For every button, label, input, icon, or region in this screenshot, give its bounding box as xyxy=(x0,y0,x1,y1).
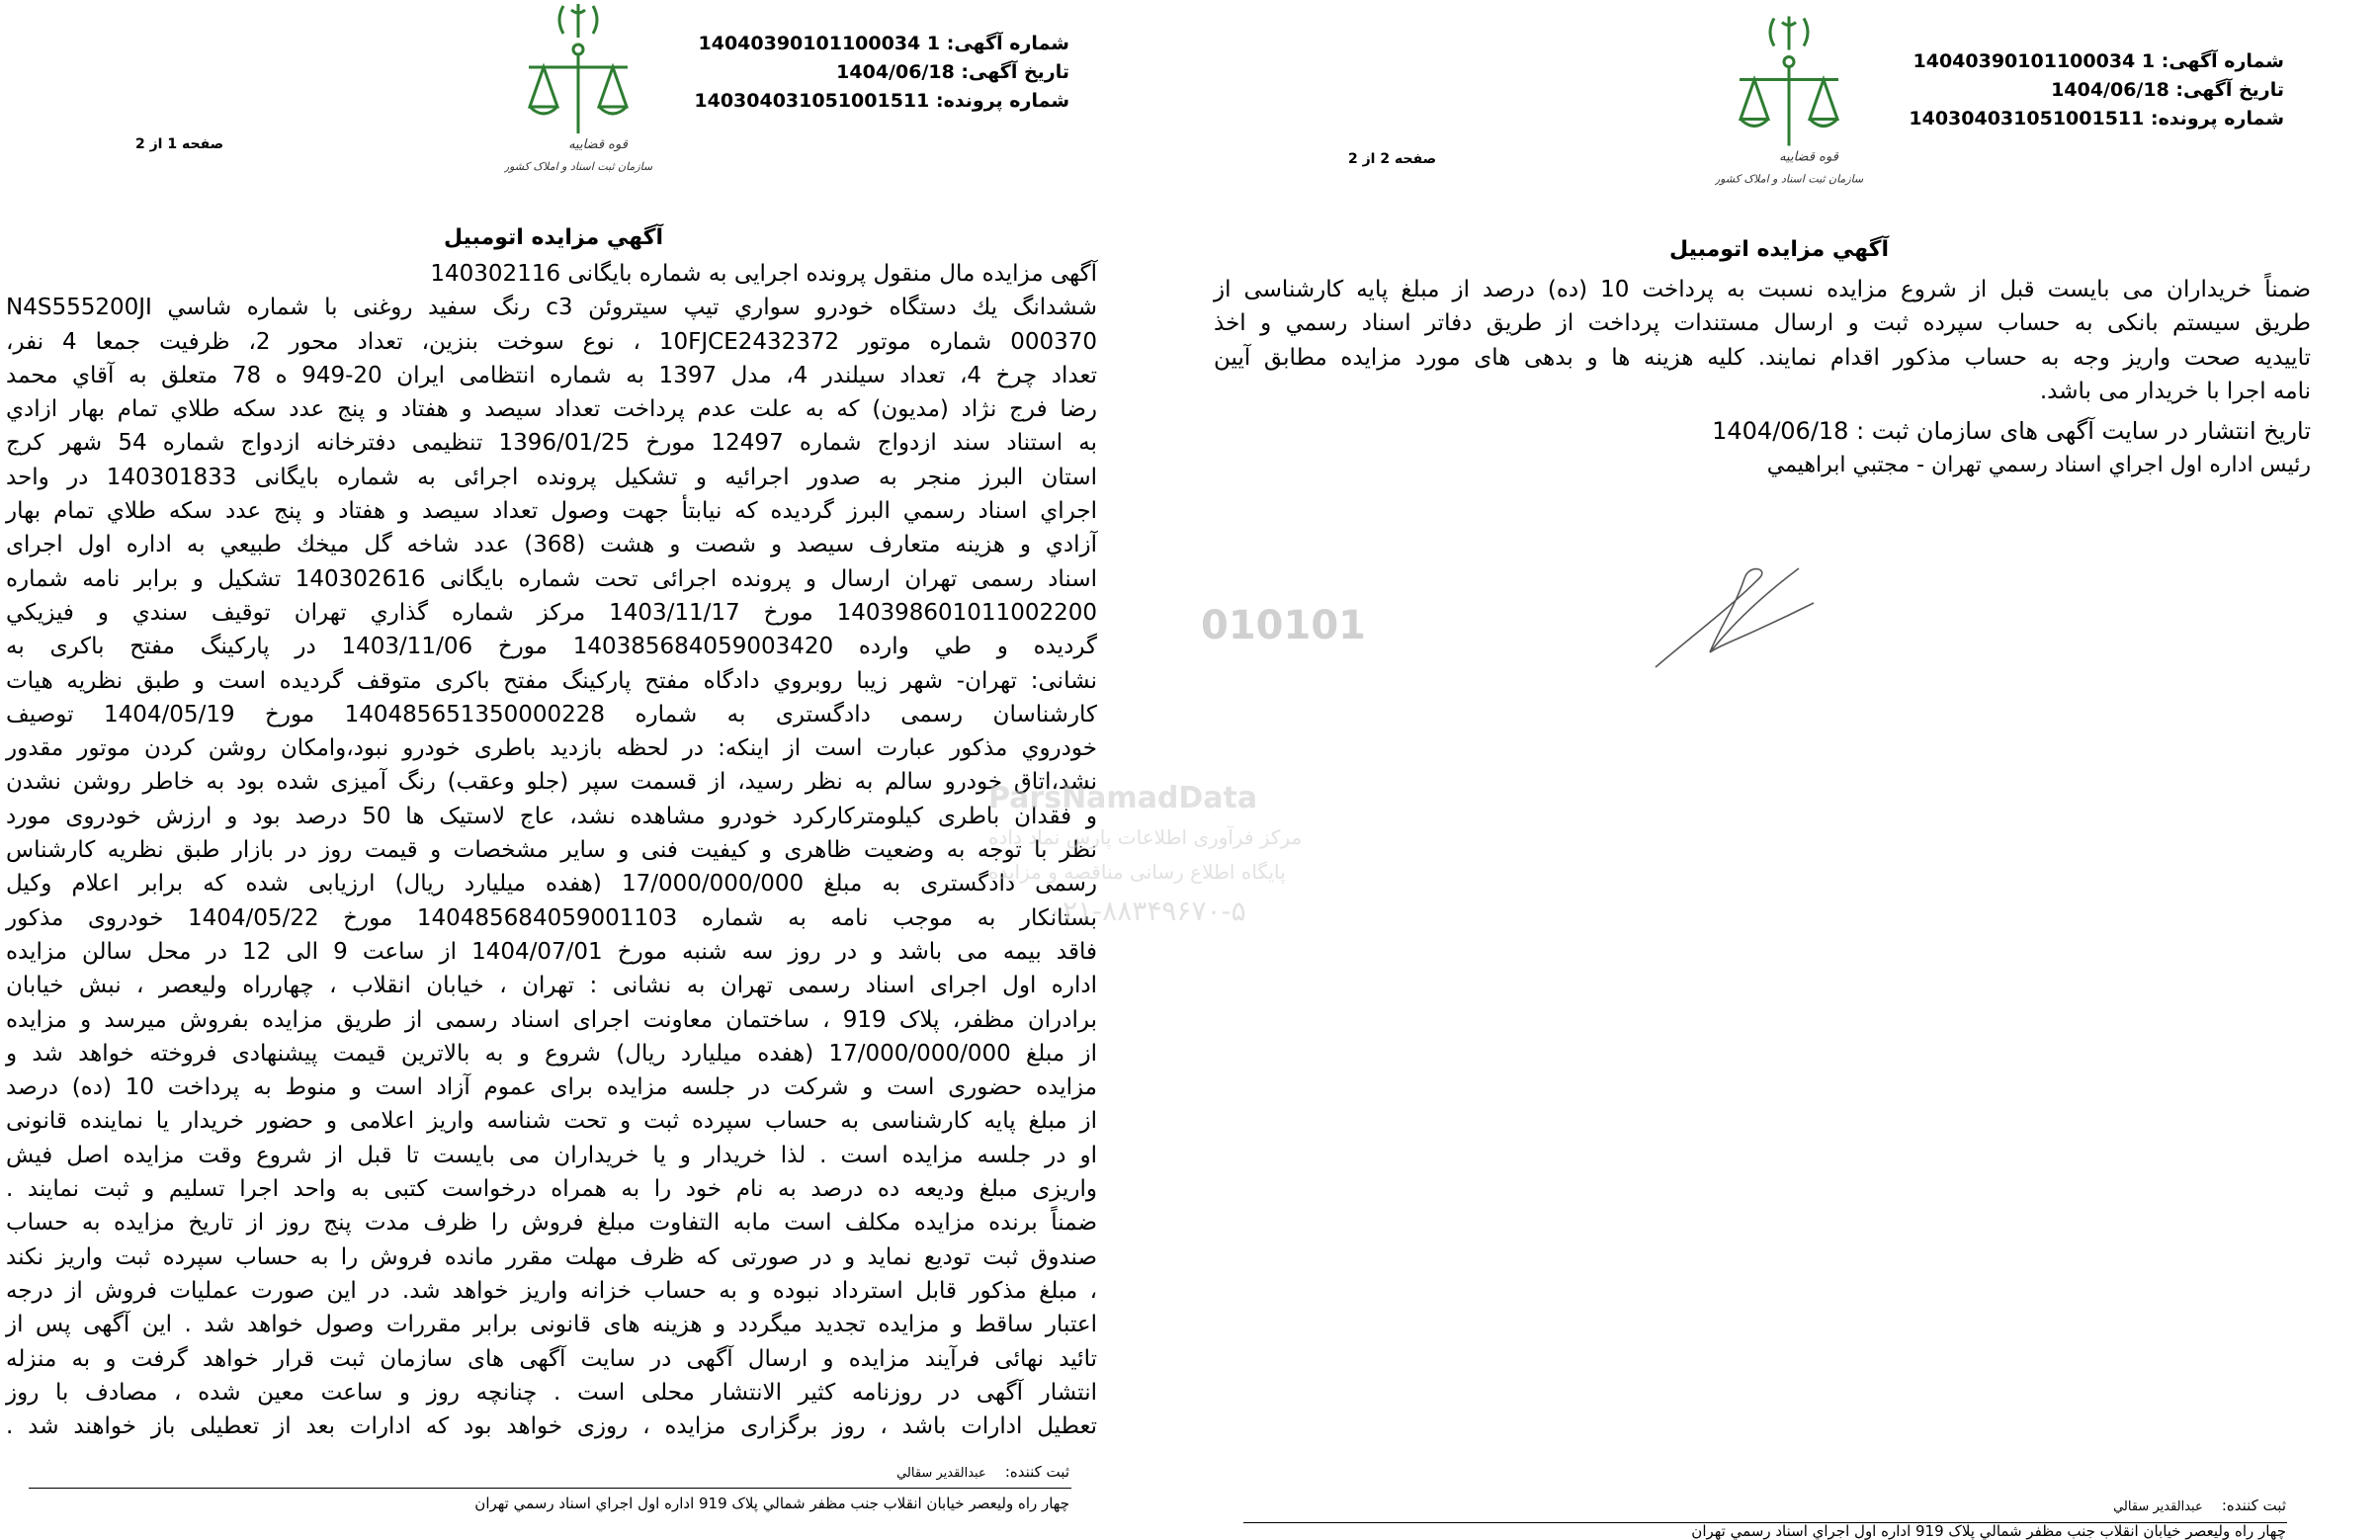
text-line: نشد،اتاق خودرو سالم به نظر رسید، از قسمت سپر (جلو وعقب) رنگ آمیزی شده بود به خاطر روشن نشدن xyxy=(6,769,1097,796)
page-number: صفحه 2 از 2 xyxy=(1348,151,1437,167)
header-block xyxy=(1909,47,2284,133)
text-line: اعتبار ساقط و مزایده تجدید میگردد و هزینه های قانونی برابر مقررات وصول خواهد شد . این آگهی پس از xyxy=(6,1312,1097,1338)
text-line: او در جلسه مزایده است . لذا خریدار و یا خریداران می بایست تا قبل از شروع وقت مزایده اصل فیش xyxy=(6,1142,1097,1168)
closing-block xyxy=(1712,413,2311,482)
notice-body xyxy=(1214,273,2311,408)
text-line: ضمناً برنده مزایده مکلف است مابه التفاوت مبلغ فروش را ظرف مدت پنج روز از تاریخ مزایده به حساب xyxy=(6,1210,1097,1237)
page-1 xyxy=(0,0,1107,1539)
watermark-line: پایگاه اطلاع رسانی مناقصه و مزایده xyxy=(988,860,1286,884)
notice-title: آگهي مزايده اتومبيل xyxy=(1668,237,1890,262)
emblem-caption: سازمان ثبت اسناد و املاک کشور xyxy=(504,160,652,173)
footer-divider xyxy=(29,1488,1071,1489)
text-line: بستانکار به موجب نامه به شماره 140485684059001103 مورخ 1404/05/22 خودروی مذکور xyxy=(6,904,1097,931)
file-number: شماره پرونده: 140304031051001511 xyxy=(694,90,1069,112)
text-line: از مبلغ 17/000/000/000 (هفده میلیارد ریال) شروع و به بالاترین قیمت پیشنهادی فروخته خواهد شد و xyxy=(6,1040,1097,1067)
emblem-caption: قوه قضاییه xyxy=(568,137,628,152)
text-line: فاقد بیمه می باشد و در روز سه شنبه مورخ 1404/07/01 از ساعت 9 الی 12 در محل سالن مزایده xyxy=(6,938,1097,965)
text-line: رسمی دادگستری به مبلغ 17/000/000/000 (هفده میلیارد ریال) ارزیابی شده که برابر اعلام وکیل xyxy=(6,871,1097,898)
ad-number: شماره آگهی: 14040390101100034 1 xyxy=(698,33,1069,54)
text-line: از مبلغ پایه کارشناسی به حساب سپرده ثبت و تحت شناسه واریز اعلامی و حضور خریدار یا نماینده قانونی xyxy=(6,1108,1097,1135)
page-2 xyxy=(1206,0,2380,1539)
judiciary-emblem-icon xyxy=(504,0,652,178)
text-line: ، مبلغ مذکور قابل استرداد نبوده و به حساب خزانه واریز خواهد شد. در این صورت عملیات فروش از درجه xyxy=(6,1277,1097,1304)
text-line: اسناد رسمی تهران ارسال و پرونده اجرائی تحت شماره بایگانی 140302616 تشکیل و برابر نامه شماره xyxy=(6,565,1097,592)
text-line: 140398601011002200 مورخ 1403/11/17 مرکز شماره گذاري تهران توقيف سندي و فيزيكي xyxy=(6,599,1097,626)
watermark-phone: ۰۲۱-۸۸۳۴۹۶۷۰-۵ xyxy=(1048,895,1246,927)
text-line: واریزی مبلغ ودیعه ده درصد به نام خود را به همراه درخواست کتبی به واحد اجرا تسلیم و ثبت نمایند . xyxy=(6,1176,1097,1203)
header-block xyxy=(694,30,1069,116)
file-number: شماره پرونده: 140304031051001511 xyxy=(1909,108,2284,129)
emblem-caption: قوه قضاییه xyxy=(1779,149,1838,165)
page-number: صفحه 1 از 2 xyxy=(135,136,224,152)
text-line: آزادي و هزینه متعارف سیصد و شصت و هشت (368) عدد شاخه گل میخك طبیعي به اداره اول اجرای xyxy=(6,532,1097,558)
notice-title: آگهي مزايده اتومبيل xyxy=(443,225,664,250)
footer-address: چهار راه وليعصر خيابان انقلاب جنب مظفر شمالي پلاک 919 اداره اول اجراي اسناد رسمي تهران xyxy=(474,1495,1069,1512)
watermark-digits: 010101 xyxy=(1201,603,1366,648)
text-line: نظر با توجه به وضعیت ظاهری و کیفیت فنی و سایر مشخصات و قیمت روز در بازار طبق نظریه کارشناس xyxy=(6,837,1097,864)
text-line: صندوق ثبت تودیع نماید و در صورتی که ظرف مهلت مقرر مانده فروش را به حساب سپرده ثبت واریز نکند xyxy=(6,1243,1097,1270)
text-line: تعداد چرخ 4، تعداد سیلندر 4، مدل 1397 به شماره انتظامی ایران 20-949 ه 78 متعلق به آقاي محمد xyxy=(6,362,1097,388)
text-line: اجراي اسناد رسمي البرز گردیده که نیابتأ جهت وصول تعداد سیصد و هفتاد و پنج عدد سکه طلاي تمام بهار xyxy=(6,498,1097,525)
watermark-brand: ParsNamadData xyxy=(988,781,1258,815)
signature-icon xyxy=(1651,558,1819,677)
footer-address: چهار راه وليعصر خيابان انقلاب جنب مظفر شمالي پلاک 919 اداره اول اجراي اسناد رسمي تهران xyxy=(1691,1522,2286,1540)
text-line: و فقدان باطری کیلومترکارکرد خودرو مشاهده نشد، عاج لاستیک ها 50 درصد بود و ارزش خودروی مورد xyxy=(6,803,1097,829)
text-line: برادران مظفر، پلاک 919 ، ساختمان معاونت اجرای اسناد رسمی از طریق مزایده بفروش میرسد و مزایده xyxy=(6,1006,1097,1033)
text-line: 000370 شماره موتور 10FJCE2432372 ، نوع سوخت بنزین، تعداد محور 2، ظرفیت جمعا 4 نفر، xyxy=(6,328,1097,355)
registrar: ثبت كننده: عبدالقدير سقالي xyxy=(896,1463,1069,1481)
text-line: به استناد سند ازدواج شماره 12497 مورخ 1396/01/25 تنظیمی دفترخانه ازدواج شماره 54 شهر کرج xyxy=(6,430,1097,457)
text-line: نامه اجرا با خریدار می باشد. xyxy=(2039,378,2311,404)
text-line: تعطیل ادارات باشد ، روز برگزاری مزایده ، روزی خواهد بود که ادارات بعد از تعطیلی باز خواهند شد . xyxy=(6,1413,1097,1440)
judiciary-emblem-icon xyxy=(1715,10,1863,193)
text-line: تائید نهائی فرآیند مزایده و ارسال آگهی در سایت آگهی های سازمان ثبت قرار خواهد گرفت و به منزله xyxy=(6,1345,1097,1372)
publish-date: تاریخ انتشار در سایت آگهی های سازمان ثبت : 1404/06/18 xyxy=(1712,417,2311,445)
text-line: رضا فرج نژاد (مدیون) که به علت عدم پرداخت تعداد سیصد و هفتاد و پنج عدد سکه طلاي تمام بهار ازادي xyxy=(6,396,1097,423)
watermark-line: مرکز فرآوری اطلاعات پارس نماد داده xyxy=(988,825,1303,849)
text-line: اداره اول اجرای اسناد رسمی تهران به نشانی : تهران ، خیابان انقلاب ، چهارراه ولیعصر ، نبش خیابان xyxy=(6,973,1097,999)
signatory: رئيس اداره اول اجراي اسناد رسمي تهران - مجتبي ابراهيمي xyxy=(1766,453,2311,477)
text-line: نشانی: تهران- شهر زیبا روبروي دادگاه مفتح پارکینگ مفتح باکری متوقف گردیده است و طبق نظریه هیات xyxy=(6,667,1097,694)
emblem-caption: سازمان ثبت اسناد و املاک کشور xyxy=(1715,172,1863,186)
text-line: آگهی مزایده مال منقول پرونده اجرایی به شماره بایگانی 140302116 xyxy=(430,261,1097,287)
text-line: ششدانگ يك دستگاه خودرو سواري تيپ سيتروئن c3 رنگ سفيد روغنی با شماره شاسي N4S555200JI xyxy=(6,295,1097,321)
text-line: طریق سیستم بانکی به حساب سپرده ثبت و ارسال مستندات پرداخت از طریق دفاتر اسناد رسمي و اخذ xyxy=(1214,310,2311,337)
text-line: خودروي مذکور عبارت است از اینکه: در لحظه بازدید باطری خودرو نبود،وامکان روشن کردن موتور مقدور xyxy=(6,735,1097,762)
text-line: ضمناً خریداران می بایست قبل از شروع مزایده نسبت به پرداخت 10 (ده) درصد از مبلغ پایه کارشناسی از xyxy=(1214,277,2311,302)
text-line: مزایده حضوری است و شرکت در جلسه مزایده برای عموم آزاد است و منوط به پرداخت 10 (ده) درصد xyxy=(6,1074,1098,1101)
registrar: ثبت كننده: عبدالقدير سقالي xyxy=(2113,1497,2286,1514)
text-line: کارشناسان رسمی دادگستری به شماره 140485651350000228 مورخ 1404/05/19 توصیف xyxy=(6,701,1098,727)
text-line: استان البرز منجر به صدور اجرائیه و تشکیل پرونده اجرائی به شماره بایگانی 140301833 در واحد xyxy=(6,464,1098,490)
ad-date: تاریخ آگهی: 1404/06/18 xyxy=(836,61,1069,83)
ad-number: شماره آگهی: 14040390101100034 1 xyxy=(1912,50,2284,72)
ad-date: تاریخ آگهی: 1404/06/18 xyxy=(2051,79,2284,101)
text-line: انتشار آگهی در روزنامه کثیر الانتشار محلی است . چنانچه روز و ساعت معین شده ، مصادف با روز xyxy=(6,1379,1097,1406)
text-line: گرديده و طي وارده 140385684059003420 مورخ 1403/11/06 در پارکینگ مفتح باکری به xyxy=(6,634,1097,660)
text-line: تاییدیه صحت واریز وجه به حساب مذکور اقدام نمایند. کلیه هزینه ها و بدهی های مورد مزایده مطابق آیین xyxy=(1214,344,2311,371)
notice-body xyxy=(6,257,1097,1443)
